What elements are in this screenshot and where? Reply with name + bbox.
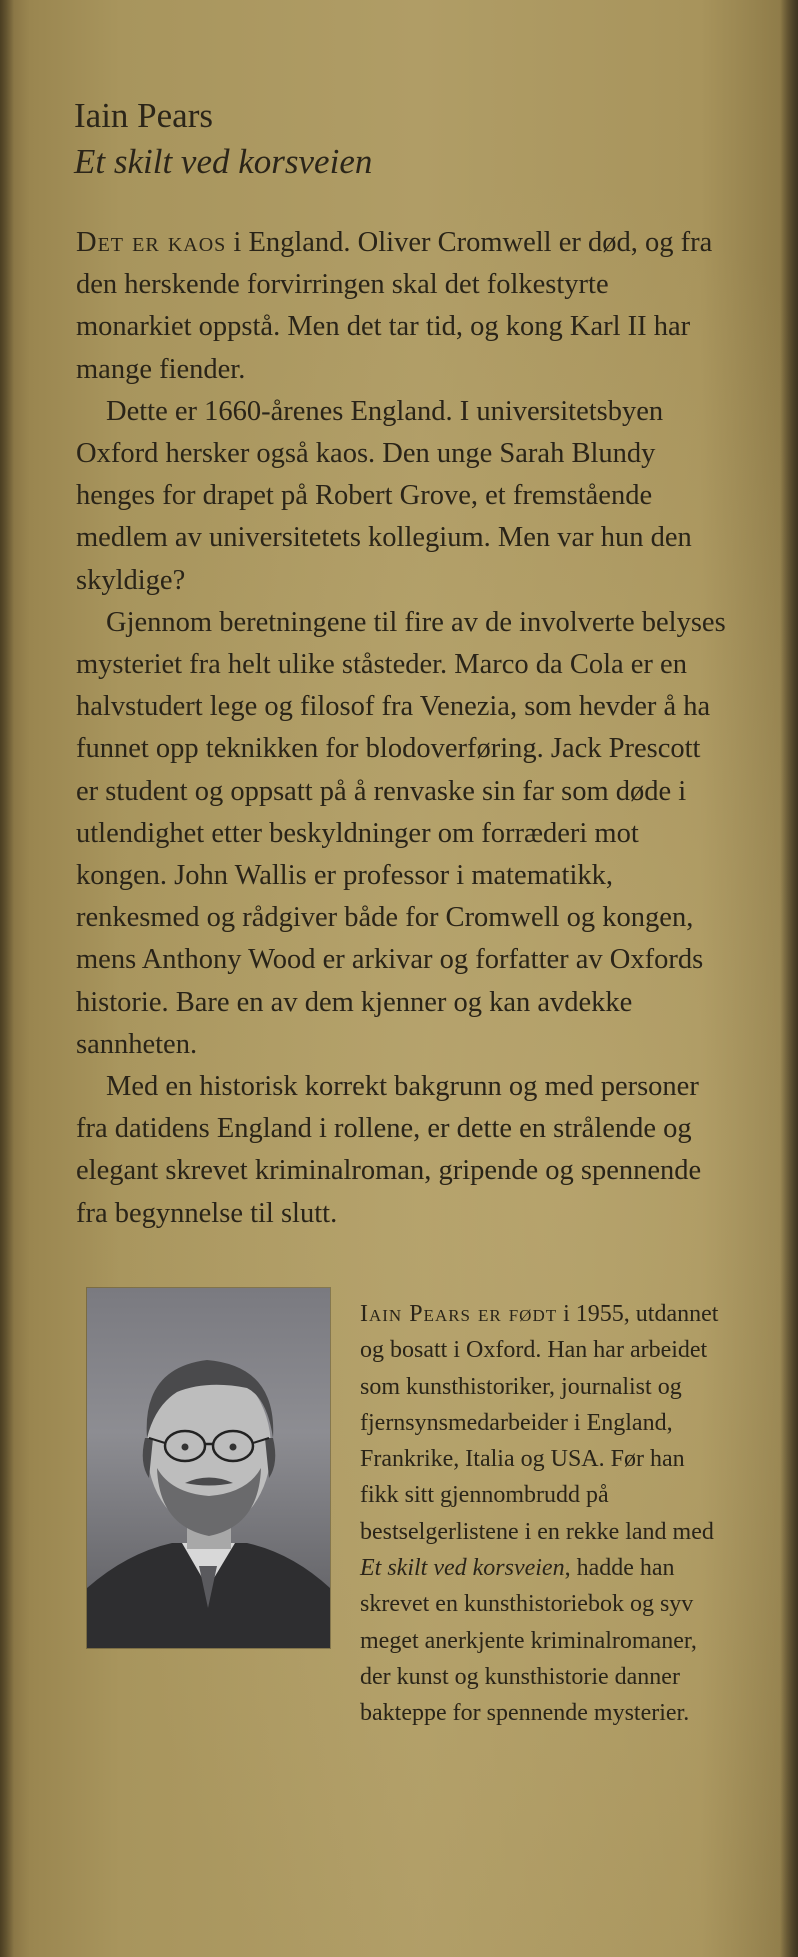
blurb-paragraph-1	[76, 222, 726, 391]
blurb-lead-smallcaps: Det er kaos	[76, 227, 227, 258]
blurb-paragraph-2: Dette er 1660-årenes England. I universitetsbyen Oxford hersker også kaos. Den unge Sarah Blundy henges for drapet på Robert Grove, et fremstående medlem av universitetets kollegium. Men var hun den skyldige?	[76, 395, 692, 596]
blurb-paragraph-1-text: i England. Oliver Cromwell er død, og fra den herskende forvirringen skal det folkestyrte monarkiet oppstå. Men det tar tid, og kong Karl II har mange fiender.	[76, 227, 713, 385]
bio-book-title: Et skilt ved korsveien	[360, 1555, 565, 1582]
cover-edge-shadow	[780, 0, 798, 1957]
spine-shadow	[0, 0, 14, 1957]
author-bio-paragraph	[360, 1296, 720, 1732]
author-bio	[360, 1296, 720, 1732]
blurb-paragraph-4: Med en historisk korrekt bakgrunn og med personer fra datidens England i rollene, er dette en strålende og elegant skrevet kriminalroman, gripende og spennende fra begynnelse til slutt.	[76, 1071, 702, 1229]
author-name: Iain Pears	[74, 96, 213, 135]
blurb-paragraph-3: Gjennom beretningene til fire av de involverte belyses mysteriet fra helt ulike ståsteder. Marco da Cola er en halvstudert lege og filosof fra Venezia, som hevder å ha funnet opp teknikken for blodoverføring. Jack Prescott er student og oppsatt på å renvaske sin far som døde i utlendighet etter beskyldninger om forræderi mot kongen. John Wallis er professor i matematikk, renkesmed og rådgiver både for Cromwell og kongen, mens Anthony Wood er arkivar og forfatter av Oxfords historie. Bare en av dem kjenner og kan avdekke sannheten.	[76, 606, 726, 1060]
author-portrait-photo	[87, 1288, 330, 1648]
bio-text-part-2: , hadde han skrevet en kunsthistoriebok og syv meget anerkjente kriminalromaner, der kunst og kunsthistorie danner bakteppe for spennende mysterier.	[360, 1555, 697, 1727]
portrait-illustration	[87, 1288, 330, 1648]
blurb-text	[76, 222, 726, 1235]
bio-text-part-1: i 1955, utdannet og bosatt i Oxford. Han har arbeidet som kunsthistoriker, journalist og fjernsynsmedarbeider i England, Frankrike, Italia og USA. Før han fikk sitt gjennombrudd på bestselgerlistene i en rekke land med	[360, 1301, 719, 1545]
bio-lead-smallcaps: Iain Pears er født	[360, 1301, 558, 1327]
book-title: Et skilt ved korsveien	[74, 142, 373, 181]
